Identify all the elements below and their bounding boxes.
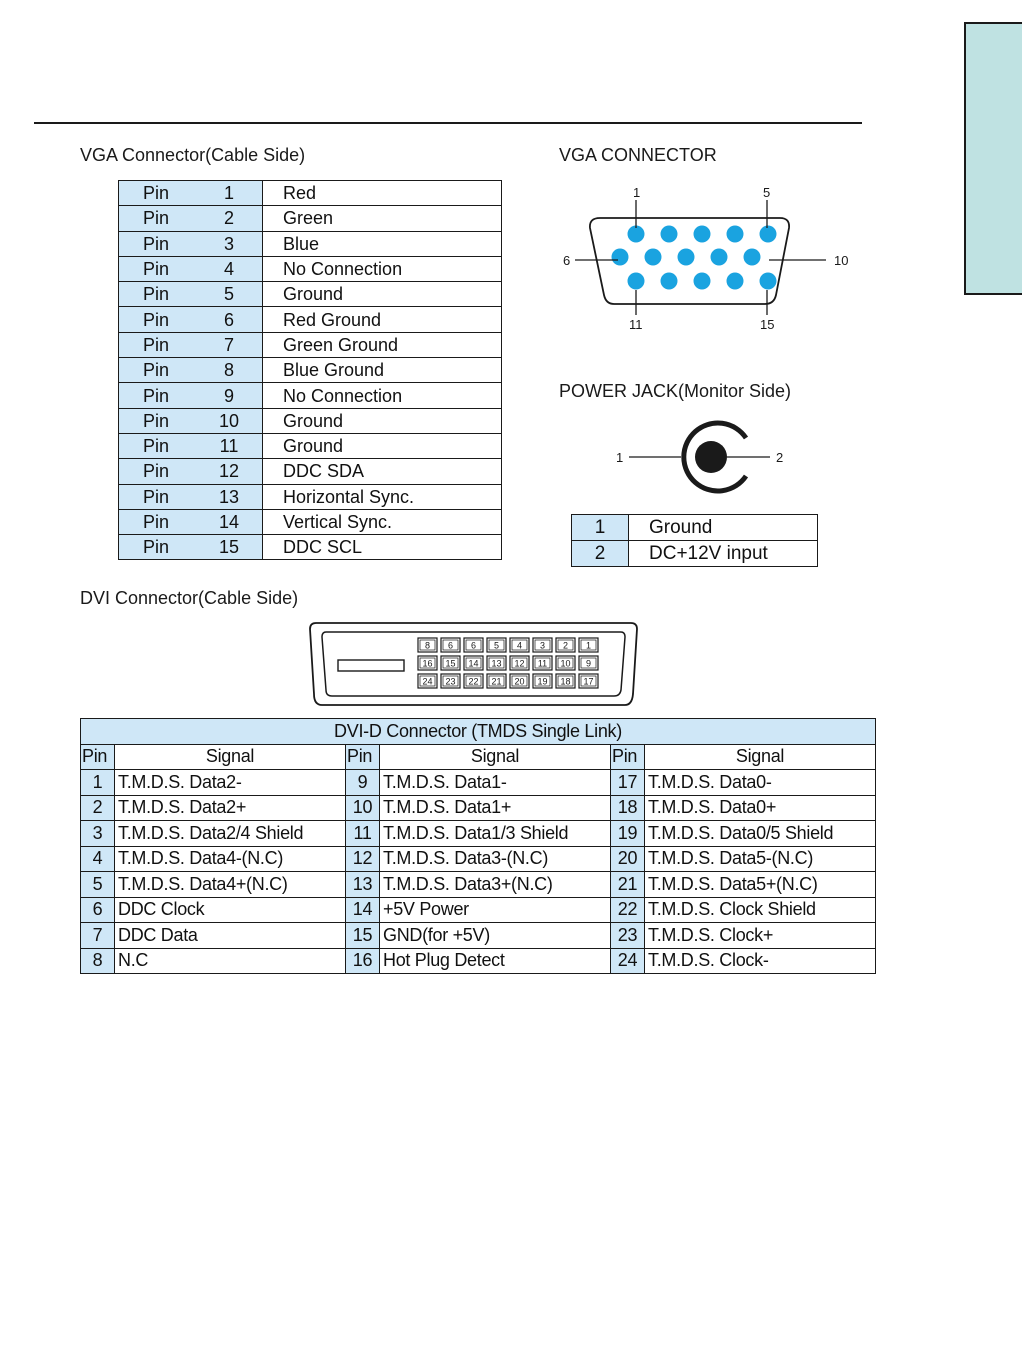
pin-number: 5: [223, 284, 234, 305]
vga-pin-dot: [678, 249, 695, 266]
dvi-signal-cell: T.M.D.S. Data2/4 Shield: [115, 821, 346, 847]
dvi-signal-cell: T.M.D.S. Data3+(N.C): [380, 872, 611, 898]
vga-connector-heading: VGA CONNECTOR: [559, 145, 717, 165]
dvi-pin-number: 24: [422, 676, 433, 687]
dvi-pin-cell: 18: [611, 795, 645, 821]
vga-label-5: 5: [763, 185, 771, 200]
dvi-pin-number: 11: [537, 658, 548, 669]
pin-word: Pin: [143, 461, 170, 482]
dvi-col-signal-header: Signal: [380, 744, 611, 770]
dvi-signal-cell: T.M.D.S. Clock Shield: [645, 897, 876, 923]
vga-pin-dot: [694, 273, 711, 290]
dvi-pin-number: 22: [468, 676, 479, 687]
vga-label-15: 15: [760, 317, 775, 332]
vga-pin-dot: [694, 226, 711, 243]
vga-pin-dot: [628, 226, 645, 243]
pin-word: Pin: [143, 233, 170, 254]
dvi-signal-cell: T.M.D.S. Data5+(N.C): [645, 872, 876, 898]
dvi-signal-cell: T.M.D.S. Data1/3 Shield: [380, 821, 611, 847]
dvi-signal-cell: T.M.D.S. Data4-(N.C): [115, 846, 346, 872]
dvi-pin-cell: 24: [611, 948, 645, 974]
dvi-pin-number: 13: [491, 658, 502, 669]
dvi-table-row: [81, 872, 876, 898]
vga-signal-cell: Green Ground: [263, 332, 502, 357]
dvi-signal-cell: T.M.D.S. Clock-: [645, 948, 876, 974]
dvi-col-pin-header: Pin: [81, 744, 115, 770]
dvi-table-row: [81, 897, 876, 923]
vga-pin-dot: [711, 249, 728, 266]
dvi-pin-number: 17: [583, 676, 594, 687]
dvi-connector-diagram: [310, 623, 637, 705]
dvi-pin-number: 3: [539, 640, 546, 651]
pin-word: Pin: [143, 486, 170, 507]
dvi-pin-cell: 21: [611, 872, 645, 898]
dvi-pin-number: 18: [560, 676, 571, 687]
dvi-signal-cell: T.M.D.S. Data1-: [380, 770, 611, 796]
dvi-signal-cell: Hot Plug Detect: [380, 948, 611, 974]
dvi-table-row: [81, 821, 876, 847]
power-jack-row: [572, 541, 818, 567]
dvi-pin-number: 2: [562, 640, 569, 651]
pin-number: 8: [223, 360, 234, 381]
vga-pin-dot: [661, 273, 678, 290]
dvi-col-signal-header: Signal: [115, 744, 346, 770]
dvi-pin-cell: 14: [346, 897, 380, 923]
vga-pin-dot: [727, 226, 744, 243]
pin-number: 14: [218, 512, 240, 532]
pin-word: Pin: [143, 410, 170, 431]
dvi-signal-cell: T.M.D.S. Data4+(N.C): [115, 872, 346, 898]
dvi-signal-cell: T.M.D.S. Data0+: [645, 795, 876, 821]
dvi-pin-number: 14: [468, 658, 479, 669]
dvi-table-row: [81, 795, 876, 821]
pin-number: 7: [223, 334, 234, 355]
vga-pin-dot: [727, 273, 744, 290]
dvi-table-title: DVI-D Connector (TMDS Single Link): [81, 719, 876, 745]
power-jack-table: [571, 514, 818, 567]
vga-signal-cell: Blue: [263, 231, 502, 256]
dvi-pin-number: 6: [470, 640, 477, 651]
pin-word: Pin: [143, 183, 170, 204]
power-jack-diagram: [616, 423, 783, 491]
pin-number: 12: [218, 461, 240, 482]
dvi-pin-cell: 9: [346, 770, 380, 796]
dvi-pin-cell: 15: [346, 923, 380, 949]
dvi-pin-cell: 4: [81, 846, 115, 872]
dvi-pin-cell: 12: [346, 846, 380, 872]
dvi-pin-table: [80, 718, 876, 974]
vga-pin-dot: [661, 226, 678, 243]
pin-word: Pin: [143, 334, 170, 355]
dvi-pin-cell: 6: [81, 897, 115, 923]
vga-signal-cell: Blue Ground: [263, 358, 502, 383]
dvi-pin-cell: 19: [611, 821, 645, 847]
pin-number: 13: [218, 486, 240, 507]
power-jack-label-1: 1: [616, 450, 624, 465]
pin-number: 15: [218, 537, 240, 558]
dvi-pin-number: 16: [422, 658, 433, 669]
dvi-pin-cell: 22: [611, 897, 645, 923]
dvi-pin-cell: 1: [81, 770, 115, 796]
vga-cable-heading: VGA Connector(Cable Side): [80, 145, 306, 165]
vga-pin-dot: [612, 249, 629, 266]
dvi-pin-number: 4: [516, 640, 523, 651]
pin-number: 9: [223, 385, 234, 406]
dvi-signal-cell: T.M.D.S. Data0-: [645, 770, 876, 796]
dvi-pin-number: 12: [514, 658, 525, 669]
dvi-table-row: [81, 923, 876, 949]
power-jack-value: DC+12V input: [629, 541, 818, 567]
dvi-pin-number: 19: [537, 676, 548, 687]
vga-label-10: 10: [834, 253, 849, 268]
pin-word: Pin: [143, 360, 170, 381]
vga-label-6: 6: [563, 253, 571, 268]
dvi-pin-cell: 8: [81, 948, 115, 974]
power-jack-value: Ground: [629, 515, 818, 541]
dvi-pin-cell: 13: [346, 872, 380, 898]
dvi-pin-cell: 5: [81, 872, 115, 898]
vga-signal-cell: Vertical Sync.: [263, 509, 502, 534]
dvi-signal-cell: +5V Power: [380, 897, 611, 923]
vga-signal-cell: Horizontal Sync.: [263, 484, 502, 509]
pin-word: Pin: [143, 284, 170, 305]
power-jack-heading: POWER JACK(Monitor Side): [559, 381, 792, 401]
dvi-col-signal-header: Signal: [645, 744, 876, 770]
pin-word: Pin: [143, 385, 170, 406]
dvi-pin-number: 5: [493, 640, 500, 651]
power-jack-pin: 1: [572, 515, 629, 541]
pin-number: 2: [223, 208, 234, 229]
dvi-pin-number: 23: [445, 676, 456, 687]
dvi-signal-cell: T.M.D.S. Data2-: [115, 770, 346, 796]
dvi-signal-cell: T.M.D.S. Data0/5 Shield: [645, 821, 876, 847]
power-jack-pin: 2: [572, 541, 629, 567]
power-jack-row: [572, 515, 818, 541]
dvi-pin-cell: 16: [346, 948, 380, 974]
vga-pin-dot: [744, 249, 761, 266]
vga-signal-cell: DDC SDA: [263, 459, 502, 484]
vga-pin-dot: [760, 226, 777, 243]
dvi-pin-number: 8: [424, 640, 431, 651]
vga-signal-cell: Red: [263, 181, 502, 206]
dvi-pin-cell: 17: [611, 770, 645, 796]
dvi-signal-cell: GND(for +5V): [380, 923, 611, 949]
vga-signal-cell: Green: [263, 206, 502, 231]
dvi-pin-number: 1: [585, 640, 592, 651]
dvi-signal-cell: T.M.D.S. Data1+: [380, 795, 611, 821]
dvi-pin-cell: 3: [81, 821, 115, 847]
pin-word: Pin: [143, 208, 170, 229]
dvi-col-pin-header: Pin: [346, 744, 380, 770]
vga-signal-cell: No Connection: [263, 383, 502, 408]
dvi-table-row: [81, 948, 876, 974]
dvi-signal-cell: T.M.D.S. Data5-(N.C): [645, 846, 876, 872]
vga-signal-cell: Ground: [263, 408, 502, 433]
dvi-signal-cell: T.M.D.S. Data2+: [115, 795, 346, 821]
vga-signal-cell: Ground: [263, 282, 502, 307]
dvi-pin-cell: 2: [81, 795, 115, 821]
vga-signal-cell: No Connection: [263, 256, 502, 281]
dvi-pin-number: 10: [560, 658, 571, 669]
pin-number: 10: [218, 410, 240, 431]
dvi-signal-cell: DDC Data: [115, 923, 346, 949]
pin-number: 4: [223, 259, 234, 280]
vga-label-11: 11: [629, 317, 643, 332]
pin-number: 6: [223, 309, 234, 330]
vga-pin-dot: [628, 273, 645, 290]
pin-number: 3: [223, 233, 234, 254]
pin-word: Pin: [143, 309, 170, 330]
vga-pin-dot: [760, 273, 777, 290]
dvi-cable-heading: DVI Connector(Cable Side): [80, 588, 299, 608]
pin-number: 11: [219, 436, 239, 457]
dvi-pin-number: 15: [445, 658, 456, 669]
pin-word: Pin: [143, 436, 170, 457]
vga-pin-dot: [645, 249, 662, 266]
dvi-pin-cell: 20: [611, 846, 645, 872]
power-jack-label-2: 2: [776, 450, 784, 465]
dvi-table-row: [81, 770, 876, 796]
dvi-pin-cell: 11: [346, 821, 380, 847]
dvi-pin-number: 6: [447, 640, 454, 651]
power-jack-center-pin: [695, 441, 727, 473]
dvi-table-row: [81, 846, 876, 872]
dvi-col-pin-header: Pin: [611, 744, 645, 770]
dvi-pin-cell: 7: [81, 923, 115, 949]
vga-signal-cell: DDC SCL: [263, 535, 502, 560]
dvi-flat-blade: [338, 660, 404, 671]
pin-number: 1: [223, 183, 234, 204]
dvi-signal-cell: N.C: [115, 948, 346, 974]
vga-label-1: 1: [633, 185, 641, 200]
pin-word: Pin: [143, 512, 170, 532]
dvi-signal-cell: DDC Clock: [115, 897, 346, 923]
dvi-pin-number: 20: [514, 676, 525, 687]
dvi-signal-cell: T.M.D.S. Data3-(N.C): [380, 846, 611, 872]
dvi-pin-cell: 10: [346, 795, 380, 821]
dvi-pin-number: 9: [585, 658, 592, 669]
vga-signal-cell: Ground: [263, 433, 502, 458]
pin-word: Pin: [143, 537, 170, 558]
dvi-pin-cell: 23: [611, 923, 645, 949]
dvi-signal-cell: T.M.D.S. Clock+: [645, 923, 876, 949]
dvi-pin-number: 21: [491, 676, 502, 687]
vga-signal-cell: Red Ground: [263, 307, 502, 332]
pin-word: Pin: [143, 259, 170, 280]
